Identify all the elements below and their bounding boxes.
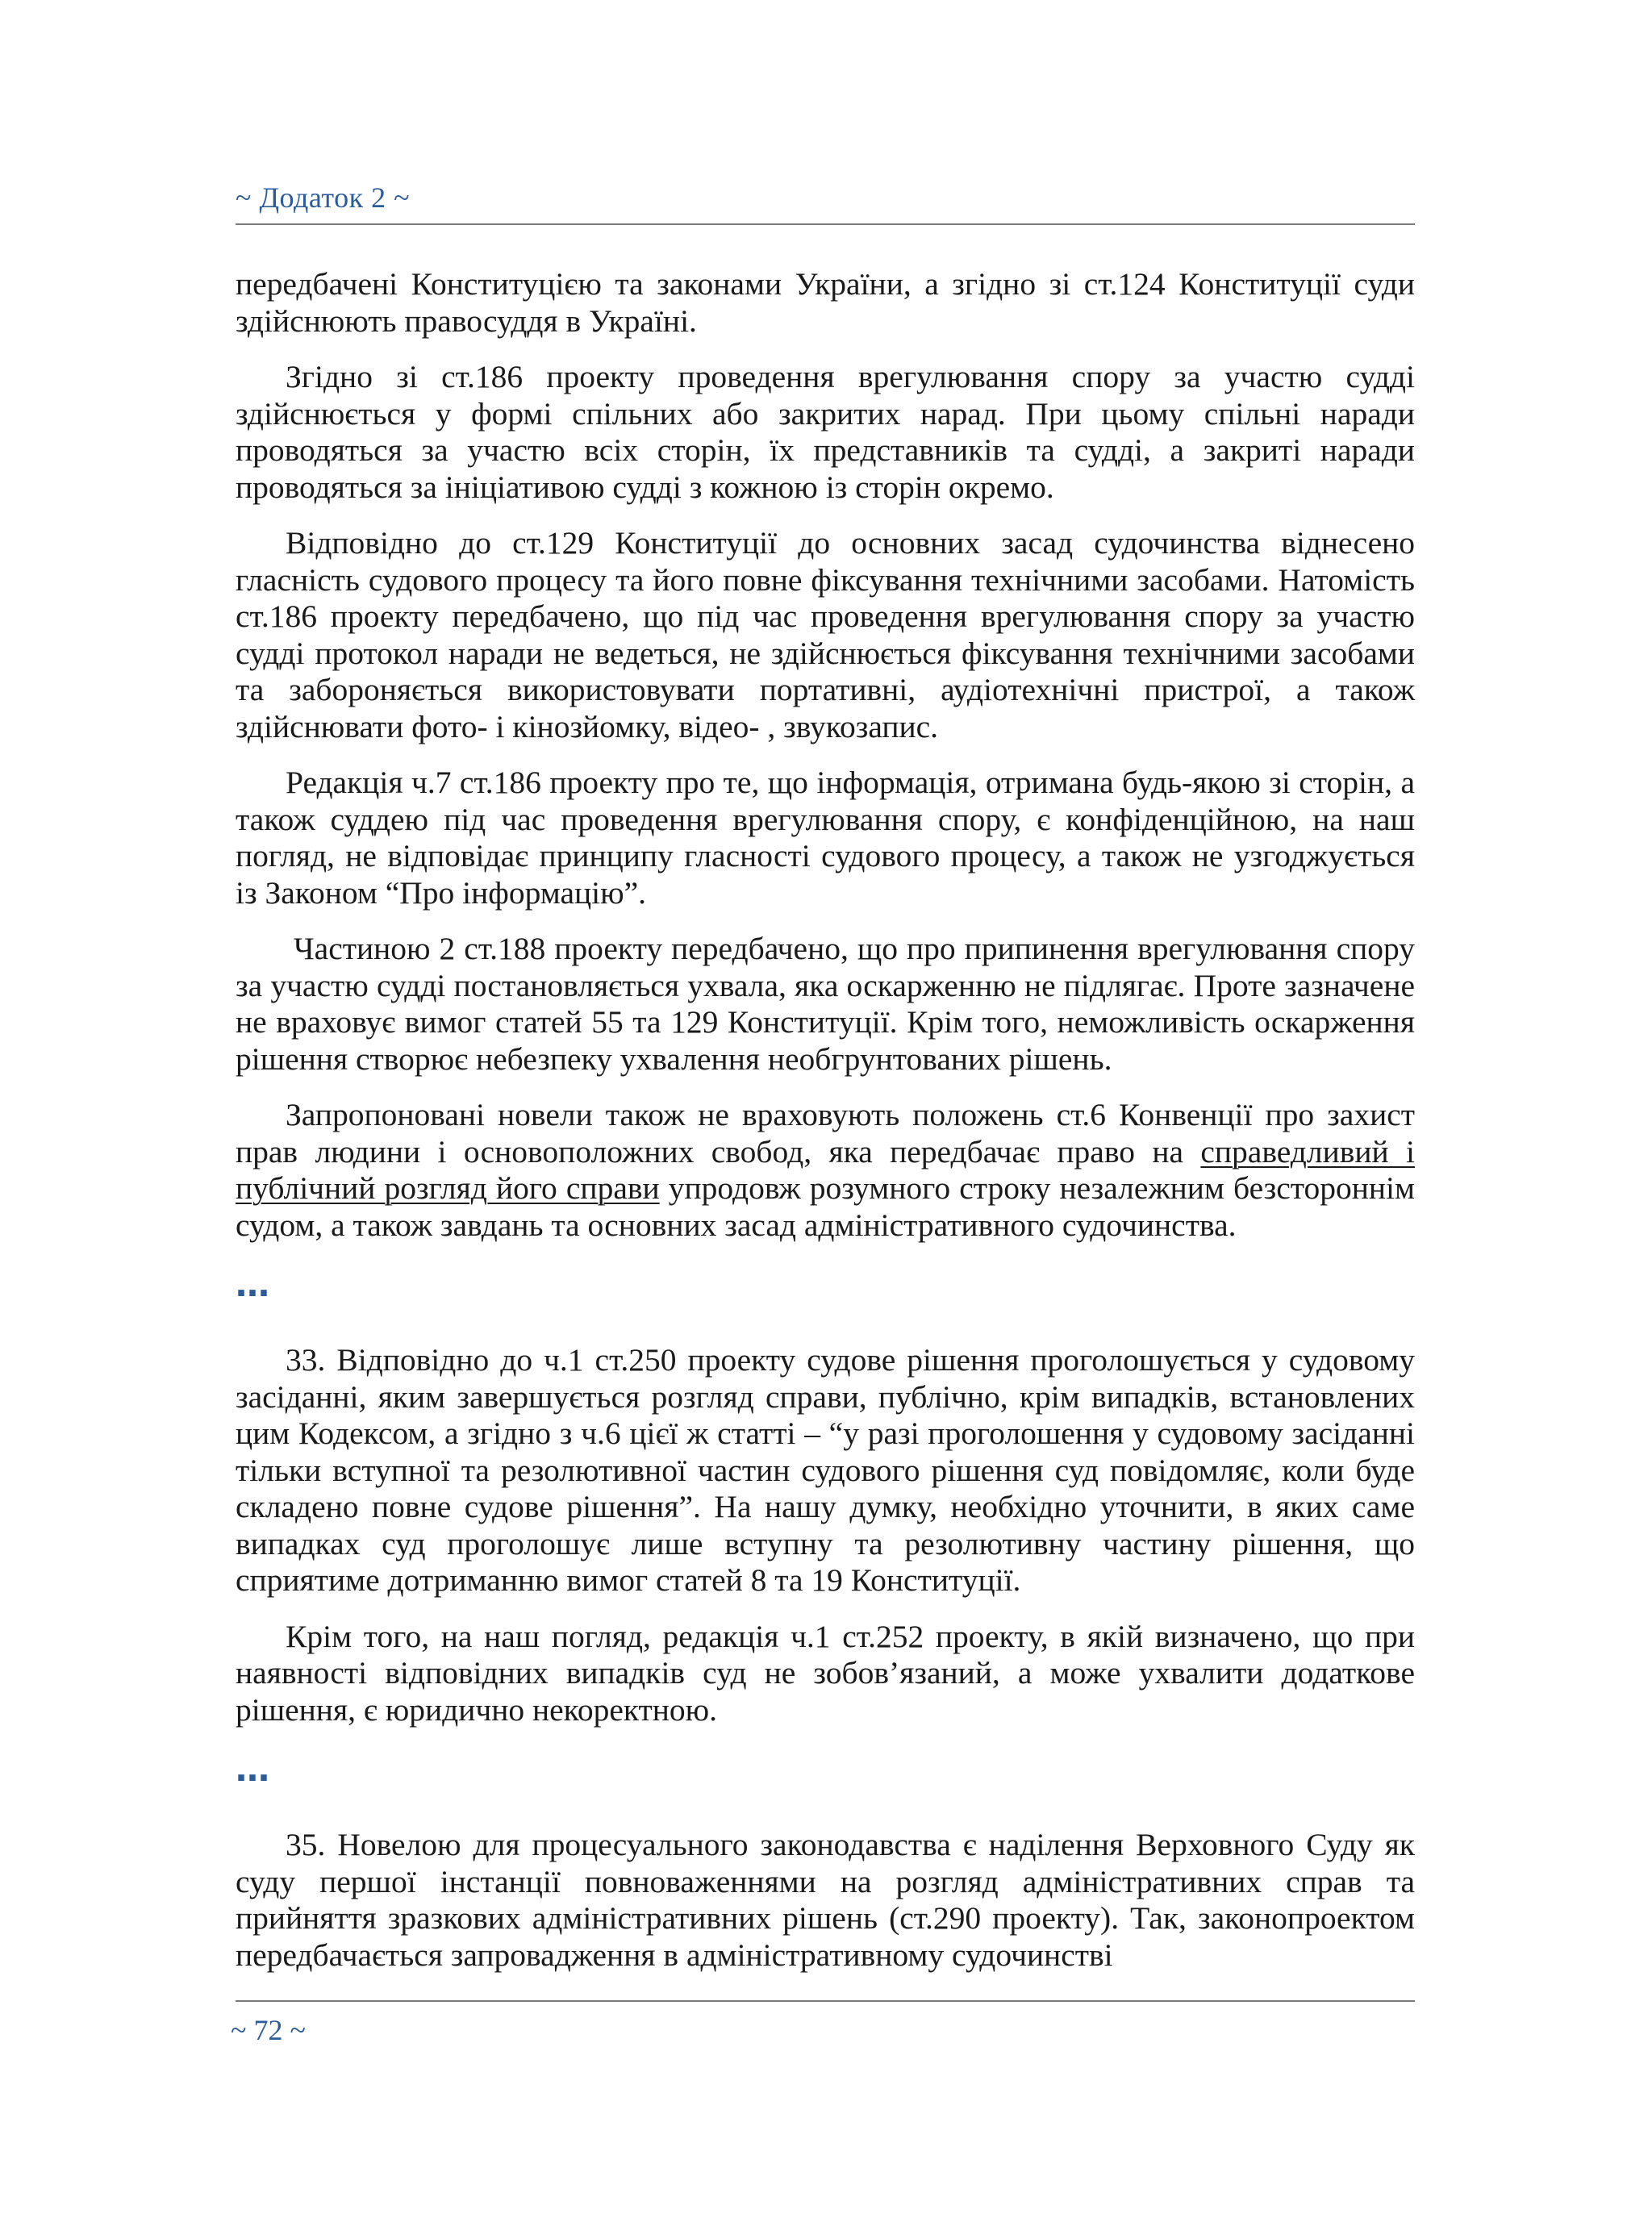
running-header: ~ Додаток 2 ~: [236, 181, 411, 214]
paragraph-6-start: Запропоновані новели також не враховують положень ст.6 Конвенції про захист прав людини і основоположних свобод, яка передбачає право на: [236, 1097, 1415, 1169]
footer-divider: [236, 2000, 1415, 2002]
paragraph-6-end: упродовж розумного строку незалежним безстороннім судом, а також завдань та основних засад адміністративного судочинства.: [236, 1170, 1415, 1243]
paragraph-1: передбачені Конституцією та законами України, а згідно зі ст.124 Конституції суди здійснюють правосуддя в Україні.: [236, 266, 1415, 339]
omission-marker-1: …: [236, 1265, 271, 1304]
paragraph-33: 33. Відповідно до ч.1 ст.250 проекту судове рішення проголошується у судовому засіданні, яким завершується розгляд справи, публічно, крім випадків, встановлених цим Кодексом, а згідно з ч.6 цієї ж статті – “у разі проголошення у судовому засіданні тільки вступної та резолютивної частин судового рішення суд повідомляє, коли буде складено повне судове рішення”. На нашу думку, необхідно уточнити, в яких саме випадках суд проголошує лише вступну та резолютивну частину рішення, що сприятиме дотриманню вимог статей 8 та 19 Конституції.: [236, 1342, 1415, 1598]
underlined-phrase: справедливий і публічний розгляд його справи: [236, 1133, 1415, 1206]
paragraph-35: 35. Новелою для процесуального законодавства є наділення Верховного Суду як суду першої інстанції повноваженнями на розгляд адміністративних справ та прийняття зразкових адміністративних рішень (ст.290 проекту). Так, законопроектом передбачається запровадження в адміністративному судочинстві: [236, 1827, 1415, 1973]
paragraph-3: Відповідно до ст.129 Конституції до основних засад судочинства віднесено гласність судового процесу та його повне фіксування технічними засобами. Натомість ст.186 проекту передбачено, що під час проведення врегулювання спору за участю судді протокол наради не ведеться, не здійснюється фіксування технічними засобами та забороняється використовувати портативні, аудіотехнічні пристрої, а також здійснювати фото- і кінозйомку, відео- , звукозапис.: [236, 525, 1415, 744]
page-number: ~ 72 ~: [231, 2014, 306, 2046]
header-divider: [236, 223, 1415, 225]
paragraph-2: Згідно зі ст.186 проекту проведення врегулювання спору за участю судді здійснюється у формі спільних або закритих нарад. При цьому спільні наради проводяться за участю всіх сторін, їх представників та судді, а закриті наради проводяться за ініціативою судді з кожною із сторін окремо.: [236, 359, 1415, 505]
body-text: [236, 266, 1415, 1993]
omission-marker-2: …: [236, 1749, 271, 1789]
paragraph-33-continued: Крім того, на наш погляд, редакція ч.1 ст.252 проекту, в якій визначено, що при наявності відповідних випадків суд не зобов’язаний, а може ухвалити додаткове рішення, є юридично некоректною.: [236, 1618, 1415, 1728]
paragraph-4: Редакція ч.7 ст.186 проекту про те, що інформація, отримана будь-якою зі сторін, а також суддею під час проведення врегулювання спору, є конфіденційною, на наш погляд, не відповідає принципу гласності судового процесу, а також не узгоджується із Законом “Про інформацію”.: [236, 765, 1415, 911]
paragraph-5: Частиною 2 ст.188 проекту передбачено, що про припинення врегулювання спору за участю судді постановляється ухвала, яка оскарженню не підлягає. Проте зазначене не враховує вимог статей 55 та 129 Конституції. Крім того, неможливість оскарження рішення створює небезпеку ухвалення необгрунтованих рішень.: [236, 931, 1415, 1077]
paragraph-6: [236, 1097, 1415, 1244]
